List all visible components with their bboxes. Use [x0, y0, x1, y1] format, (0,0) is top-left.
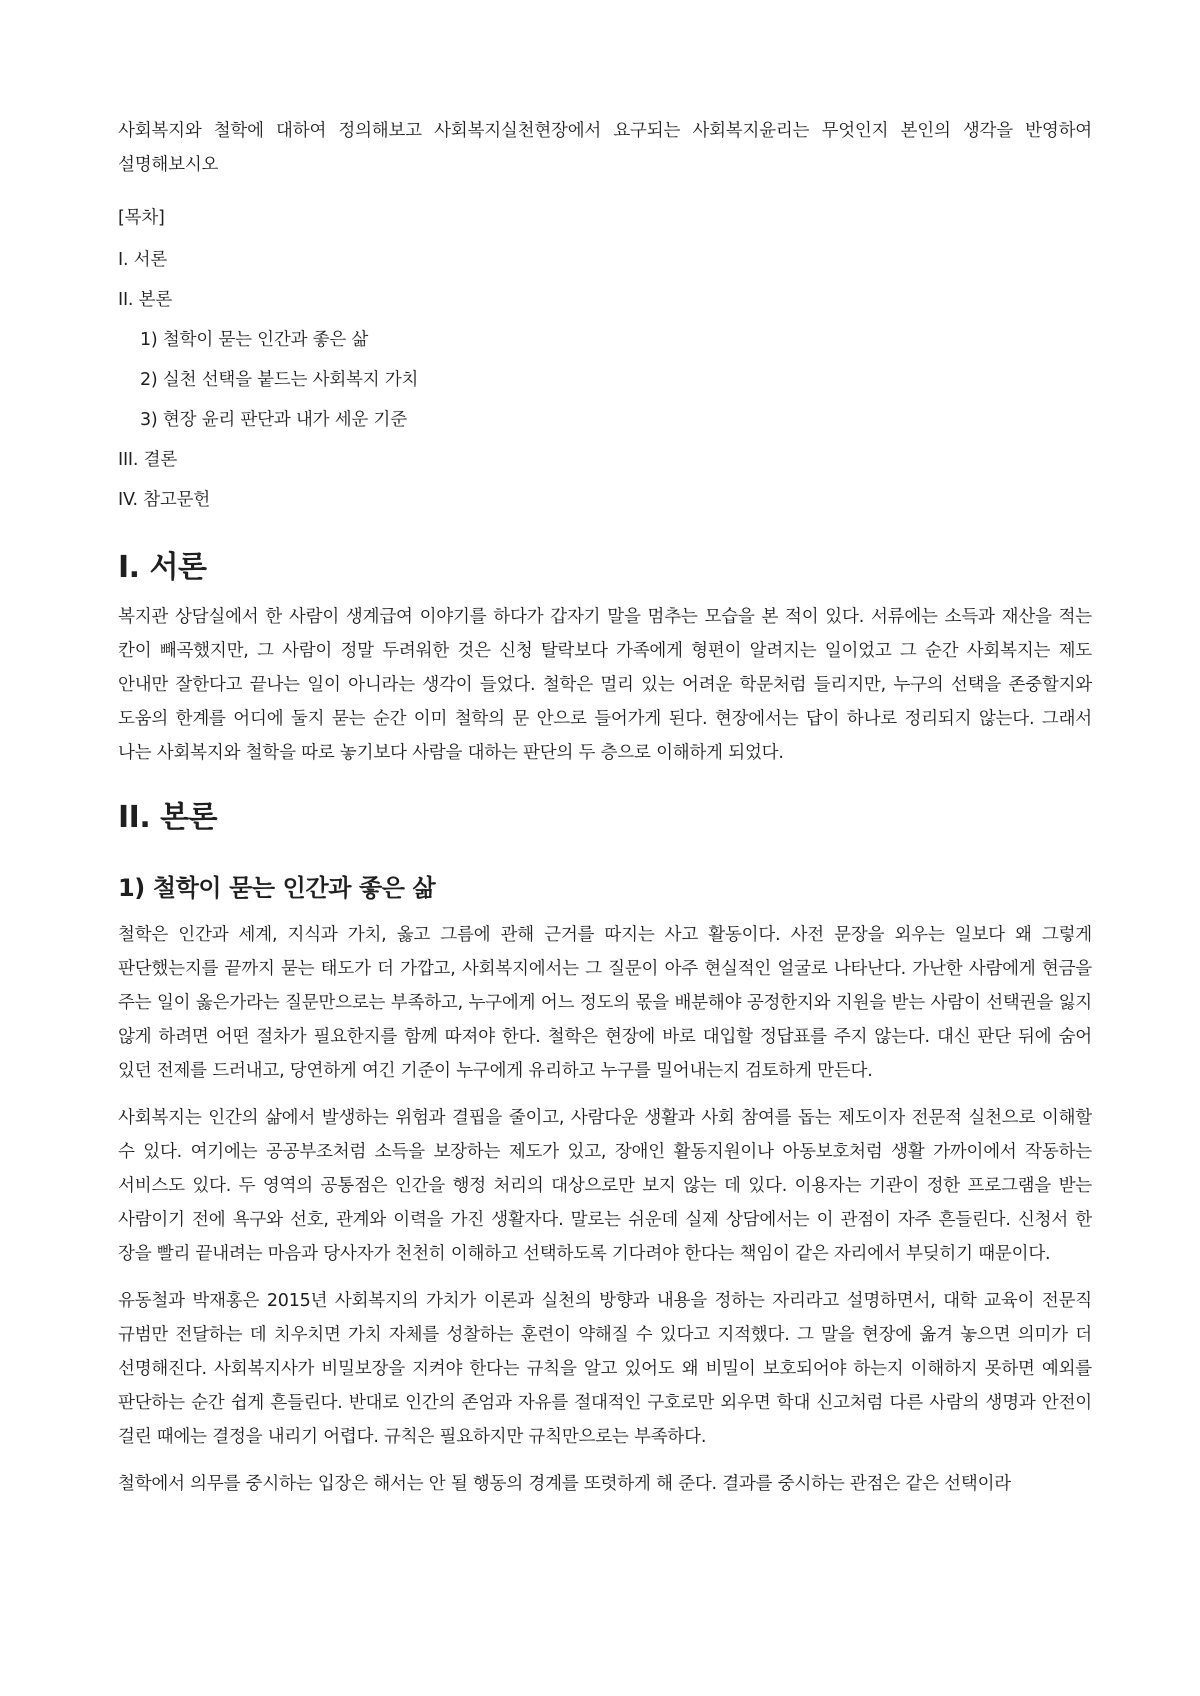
toc-subitem-3: 3) 현장 윤리 판단과 내가 세운 기준: [140, 410, 407, 430]
toc-title: [목차]: [118, 208, 165, 228]
toc-subitem-2: 2) 실천 선택을 붙드는 사회복지 가치: [140, 370, 419, 390]
body-heading: II. 본론: [118, 800, 218, 835]
section-1-paragraph: 유동철과 박재홍은 2015년 사회복지의 가치가 이론과 실천의 방향과 내용을 정하는 자리라고 설명하면서, 대학 교육이 전문직 규범만 전달하는 데 치우치면 가치 자체를 성찰하는 훈련이 약해질 수 있다고 지적했다. 그 말을 현장에 옮겨 놓으면 의미가 더 선명해진다. 사회복지사가 비밀보장을 지켜야 한다는 규칙을 알고 있어도 왜 비밀이 보호되어야 하는지 이해하지 못하면 예외를 판단하는 순간 쉽게 흔들린다. 반대로 인간의 존엄과 자유를 절대적인 구호로만 외우면 학대 신고처럼 다른 사람의 생명과 안전이 걸린 때에는 결정을 내리기 어렵다. 규칙은 필요하지만 규칙만으로는 부족하다.: [118, 1291, 1092, 1447]
intro-paragraph: 복지관 상담실에서 한 사람이 생계급여 이야기를 하다가 갑자기 말을 멈추는 모습을 본 적이 있다. 서류에는 소득과 재산을 적는 칸이 빼곡했지만, 그 사람이 정말 두려워한 것은 신청 탈락보다 가족에게 형편이 알려지는 일이었고 그 순간 사회복지는 제도 안내만 잘한다고 끝나는 일이 아니라는 생각이 들었다. 철학은 멀리 있는 어려운 학문처럼 들리지만, 누구의 선택을 존중할지와 도움의 한계를 어디에 둘지 묻는 순간 이미 철학의 문 안으로 들어가게 된다. 현장에서는 답이 하나로 정리되지 않는다. 그래서 나는 사회복지와 철학을 따로 놓기보다 사람을 대하는 판단의 두 층으로 이해하게 되었다.: [118, 607, 1092, 763]
toc-subitem-1: 1) 철학이 묻는 인간과 좋은 삶: [140, 330, 369, 350]
toc-item-intro: I. 서론: [118, 250, 168, 270]
toc-item-body: II. 본론: [118, 290, 173, 310]
toc-item-conclusion: III. 결론: [118, 450, 178, 470]
toc-item-references: IV. 참고문헌: [118, 490, 211, 510]
intro-heading: I. 서론: [118, 550, 207, 585]
section-1-paragraph: 사회복지는 인간의 삶에서 발생하는 위험과 결핍을 줄이고, 사람다운 생활과 사회 참여를 돕는 제도이자 전문적 실천으로 이해할 수 있다. 여기에는 공공부조처럼 소득을 보장하는 제도가 있고, 장애인 활동지원이나 아동보호처럼 생활 가까이에서 작동하는 서비스도 있다. 두 영역의 공통점은 인간을 행정 처리의 대상으로만 보지 않는 데 있다. 이용자는 기관이 정한 프로그램을 받는 사람이기 전에 욕구와 선호, 관계와 이력을 가진 생활자다. 말로는 쉬운데 실제 상담에서는 이 관점이 자주 흔들린다. 신청서 한 장을 빨리 끝내려는 마음과 당사자가 천천히 이해하고 선택하도록 기다려야 한다는 책임이 같은 자리에서 부딪히기 때문이다.: [118, 1108, 1092, 1264]
section-1-paragraph: 철학은 인간과 세계, 지식과 가치, 옳고 그름에 관해 근거를 따지는 사고 활동이다. 사전 문장을 외우는 일보다 왜 그렇게 판단했는지를 끝까지 묻는 태도가 더 가깝고, 사회복지에서는 그 질문이 아주 현실적인 얼굴로 나타난다. 가난한 사람에게 현금을 주는 일이 옳은가라는 질문만으로는 부족하고, 누구에게 어느 정도의 몫을 배분해야 공정한지와 지원을 받는 사람이 선택권을 잃지 않게 하려면 어떤 절차가 필요한지를 함께 따져야 한다. 철학은 현장에 바로 대입할 정답표를 주지 않는다. 대신 판단 뒤에 숨어 있던 전제를 드러내고, 당연하게 여긴 기준이 누구에게 유리하고 누구를 밀어내는지 검토하게 만든다.: [118, 925, 1092, 1081]
assignment-question: 사회복지와 철학에 대하여 정의해보고 사회복지실천현장에서 요구되는 사회복지윤리는 무엇인지 본인의 생각을 반영하여 설명해보시오: [118, 121, 1092, 175]
section-1-paragraph: 철학에서 의무를 중시하는 입장은 해서는 안 될 행동의 경계를 또렷하게 해 준다. 결과를 중시하는 관점은 같은 선택이라: [118, 1474, 1012, 1494]
section-1-heading: 1) 철학이 묻는 인간과 좋은 삶: [118, 874, 436, 902]
table-of-contents: [118, 198, 1092, 520]
